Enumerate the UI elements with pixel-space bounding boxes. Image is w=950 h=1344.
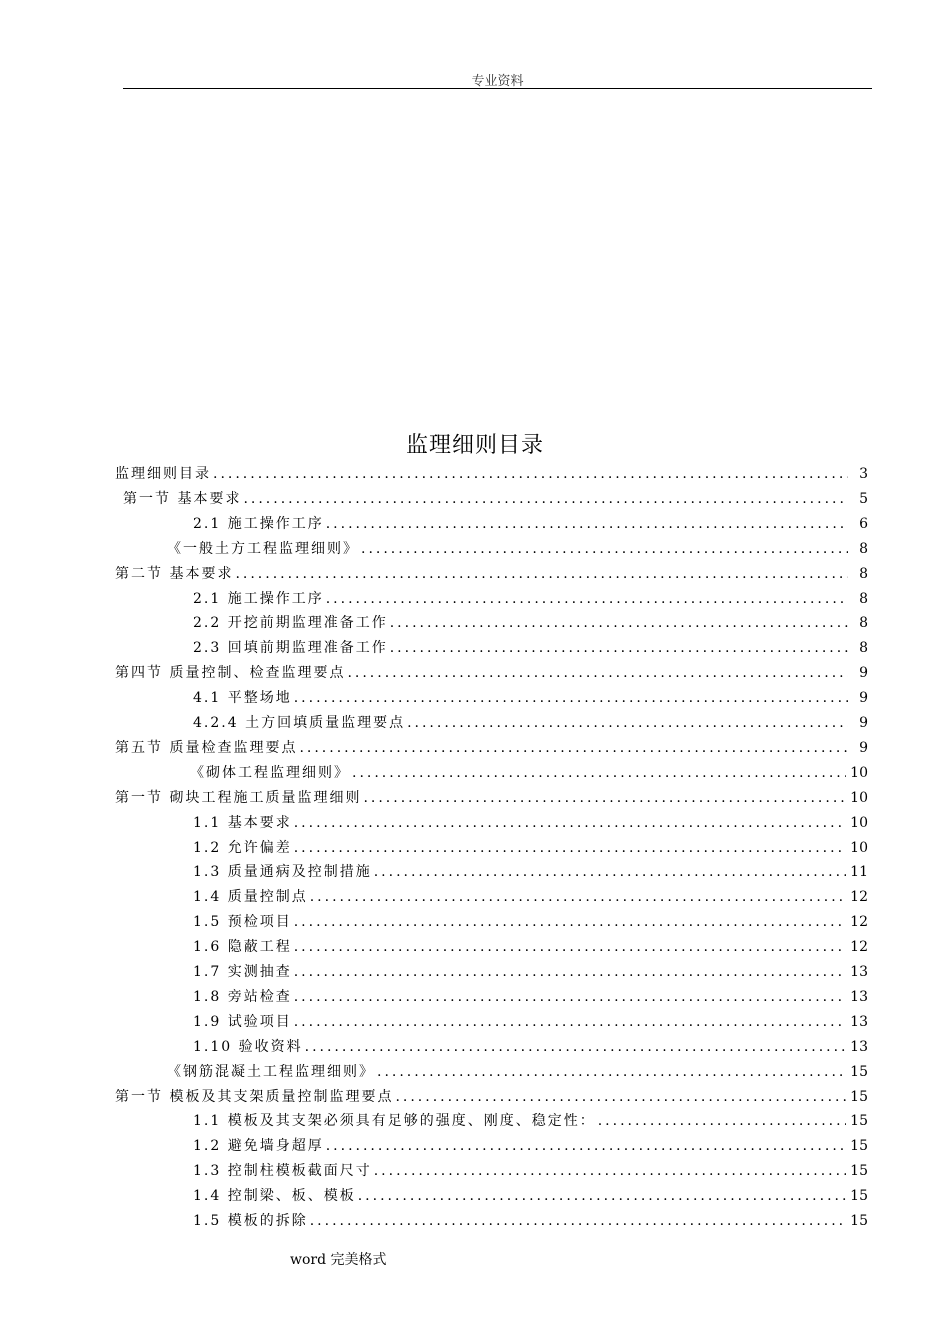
toc-entry-label: 1.6 隐蔽工程 (193, 939, 292, 956)
toc-entry[interactable] (193, 887, 868, 907)
toc-entry-page: 10 (850, 814, 868, 831)
toc-leader-dots (326, 589, 848, 609)
toc-entry[interactable] (190, 763, 868, 783)
toc-entry-page: 6 (859, 515, 868, 532)
toc-entry-page: 11 (850, 864, 868, 881)
toc-entry[interactable] (115, 788, 868, 808)
toc-entry-label: 2.3 回填前期监理准备工作 (193, 640, 388, 657)
toc-entry[interactable] (193, 1211, 868, 1231)
toc-entry-page: 13 (850, 1013, 868, 1030)
toc-entry-label: 1.3 控制柱模板截面尺寸 (193, 1163, 372, 1180)
toc-leader-dots (347, 663, 848, 683)
toc-leader-dots (294, 912, 846, 932)
toc-entry[interactable] (193, 514, 868, 534)
toc-leader-dots (363, 788, 846, 808)
toc-entry-label: 1.4 控制梁、板、模板 (193, 1188, 356, 1205)
toc-entry[interactable] (123, 489, 868, 509)
toc-entry-label: 第四节 质量控制、检查监理要点 (115, 665, 346, 682)
toc-entry-label: 1.2 避免墙身超厚 (193, 1138, 324, 1155)
toc-entry[interactable] (193, 962, 868, 982)
toc-entry[interactable] (193, 912, 868, 932)
header-rule (123, 88, 872, 89)
toc-leader-dots (299, 738, 848, 758)
toc-entry-page: 15 (850, 1188, 868, 1205)
toc-entry[interactable] (193, 1136, 868, 1156)
toc-leader-dots (213, 464, 848, 484)
toc-entry-label: 1.1 模板及其支架必须具有足够的强度、刚度、稳定性： (193, 1113, 596, 1130)
toc-entry-label: 1.5 预检项目 (193, 914, 292, 931)
toc-entry-page: 3 (859, 466, 868, 482)
toc-entry[interactable] (193, 937, 868, 957)
toc-leader-dots (294, 1012, 846, 1032)
toc-entry-page: 8 (859, 615, 868, 632)
toc-entry[interactable] (115, 663, 868, 683)
toc-entry[interactable] (193, 838, 868, 858)
toc-leader-dots (374, 862, 846, 882)
toc-entry-page: 8 (859, 640, 868, 657)
toc-entry[interactable] (167, 539, 868, 559)
toc-entry-label: 1.4 质量控制点 (193, 889, 308, 906)
toc-entry[interactable] (193, 613, 868, 633)
toc-entry-page: 15 (850, 1138, 868, 1155)
toc-entry-page: 9 (859, 665, 868, 682)
toc-entry-label: 2.2 开挖前期监理准备工作 (193, 615, 388, 632)
toc-entry[interactable] (193, 713, 868, 733)
toc-entry-page: 8 (859, 590, 868, 607)
toc-entry-label: 第五节 质量检查监理要点 (115, 739, 298, 756)
toc-leader-dots (294, 838, 846, 858)
toc-leader-dots (294, 987, 846, 1007)
toc-leader-dots (361, 539, 848, 559)
toc-entry[interactable] (115, 738, 868, 758)
toc-entry[interactable] (115, 564, 868, 584)
toc-entry-label: 第一节 基本要求 (123, 490, 242, 507)
toc-entry[interactable] (193, 1037, 868, 1057)
toc-entry-label: 《砌体工程监理细则》 (190, 764, 350, 781)
page-footer: word 完美格式 (290, 1252, 387, 1268)
toc-entry[interactable] (193, 1012, 868, 1032)
page-header: 专业资料 (471, 74, 524, 89)
toc-entry-page: 15 (850, 1163, 868, 1180)
toc-entry[interactable] (167, 1062, 868, 1082)
toc-entry-label: 1.3 质量通病及控制措施 (193, 864, 372, 881)
toc-entry-page: 15 (850, 1113, 868, 1130)
toc-entry-label: 2.1 施工操作工序 (193, 590, 324, 607)
toc-entry-page: 13 (850, 964, 868, 980)
toc-entry-label: 第一节 砌块工程施工质量监理细则 (115, 789, 362, 806)
toc-entry-label: 《一般土方工程监理细则》 (167, 540, 359, 557)
toc-entry[interactable] (193, 813, 868, 833)
toc-entry-page: 10 (850, 764, 868, 781)
toc-entry-page: 12 (850, 914, 868, 931)
toc-entry-label: 《钢筋混凝土工程监理细则》 (167, 1063, 375, 1080)
toc-leader-dots (377, 1062, 846, 1082)
toc-leader-dots (243, 489, 848, 509)
toc-entry[interactable] (193, 1111, 868, 1131)
toc-entry-label: 1.1 基本要求 (193, 814, 292, 831)
toc-entry-label: 1.8 旁站检查 (193, 988, 292, 1005)
toc-leader-dots (294, 688, 848, 708)
toc-entry-label: 2.1 施工操作工序 (193, 515, 324, 532)
toc-entry-page: 15 (850, 1063, 868, 1080)
toc-leader-dots (310, 887, 846, 907)
toc-entry-label: 4.1 平整场地 (193, 690, 292, 707)
toc-leader-dots (352, 763, 846, 783)
toc-entry[interactable] (115, 1087, 868, 1107)
toc-leader-dots (395, 1087, 846, 1107)
toc-entry-page: 8 (859, 565, 868, 582)
toc-entry-label: 1.10 验收资料 (193, 1038, 303, 1055)
toc-entry[interactable] (193, 688, 868, 708)
toc-entry-label: 1.9 试验项目 (193, 1013, 292, 1030)
toc-entry-page: 10 (850, 839, 868, 856)
toc-entry-page: 13 (850, 988, 868, 1005)
toc-entry[interactable] (193, 1161, 868, 1181)
toc-entry-page: 9 (859, 715, 868, 731)
toc-leader-dots (235, 564, 848, 584)
toc-leader-dots (390, 613, 848, 633)
toc-entry-label: 4.2.4 土方回填质量监理要点 (193, 715, 406, 731)
toc-leader-dots (294, 962, 846, 982)
toc-leader-dots (294, 937, 846, 957)
toc-entry-label: 1.2 允许偏差 (193, 839, 292, 856)
toc-entry-label: 1.7 实测抽查 (193, 964, 292, 980)
toc-entry-page: 15 (850, 1088, 868, 1105)
toc-entry[interactable] (193, 1186, 868, 1206)
toc-leader-dots (305, 1037, 847, 1057)
toc-leader-dots (598, 1111, 846, 1131)
toc-entry-page: 12 (850, 939, 868, 956)
toc-leader-dots (326, 514, 848, 534)
toc-entry-label: 1.5 模板的拆除 (193, 1213, 308, 1229)
toc-leader-dots (326, 1136, 846, 1156)
toc-entry-page: 13 (850, 1038, 868, 1055)
toc-entry-label: 第一节 模板及其支架质量控制监理要点 (115, 1088, 394, 1105)
toc-entry-label: 第二节 基本要求 (115, 565, 234, 582)
toc-entry-label: 监理细则目录 (115, 466, 211, 482)
toc-entry[interactable] (193, 589, 868, 609)
toc-entry-page: 9 (859, 739, 868, 756)
toc-leader-dots (294, 813, 846, 833)
toc-entry-page: 8 (859, 540, 868, 557)
toc-entry-page: 9 (859, 690, 868, 707)
toc-entry-page: 10 (850, 789, 868, 806)
toc-entry[interactable] (193, 638, 868, 658)
toc-entry[interactable] (193, 862, 868, 882)
toc-leader-dots (358, 1186, 846, 1206)
toc-leader-dots (390, 638, 848, 658)
toc-entry[interactable] (115, 464, 868, 484)
toc-entry[interactable] (193, 987, 868, 1007)
toc-entry-page: 5 (859, 490, 868, 507)
toc-entry-page: 12 (850, 889, 868, 906)
toc-leader-dots (407, 713, 848, 733)
toc-leader-dots (374, 1161, 846, 1181)
toc-entry-page: 15 (850, 1213, 868, 1229)
toc-leader-dots (310, 1211, 846, 1231)
toc-title: 监理细则目录 (405, 433, 544, 458)
